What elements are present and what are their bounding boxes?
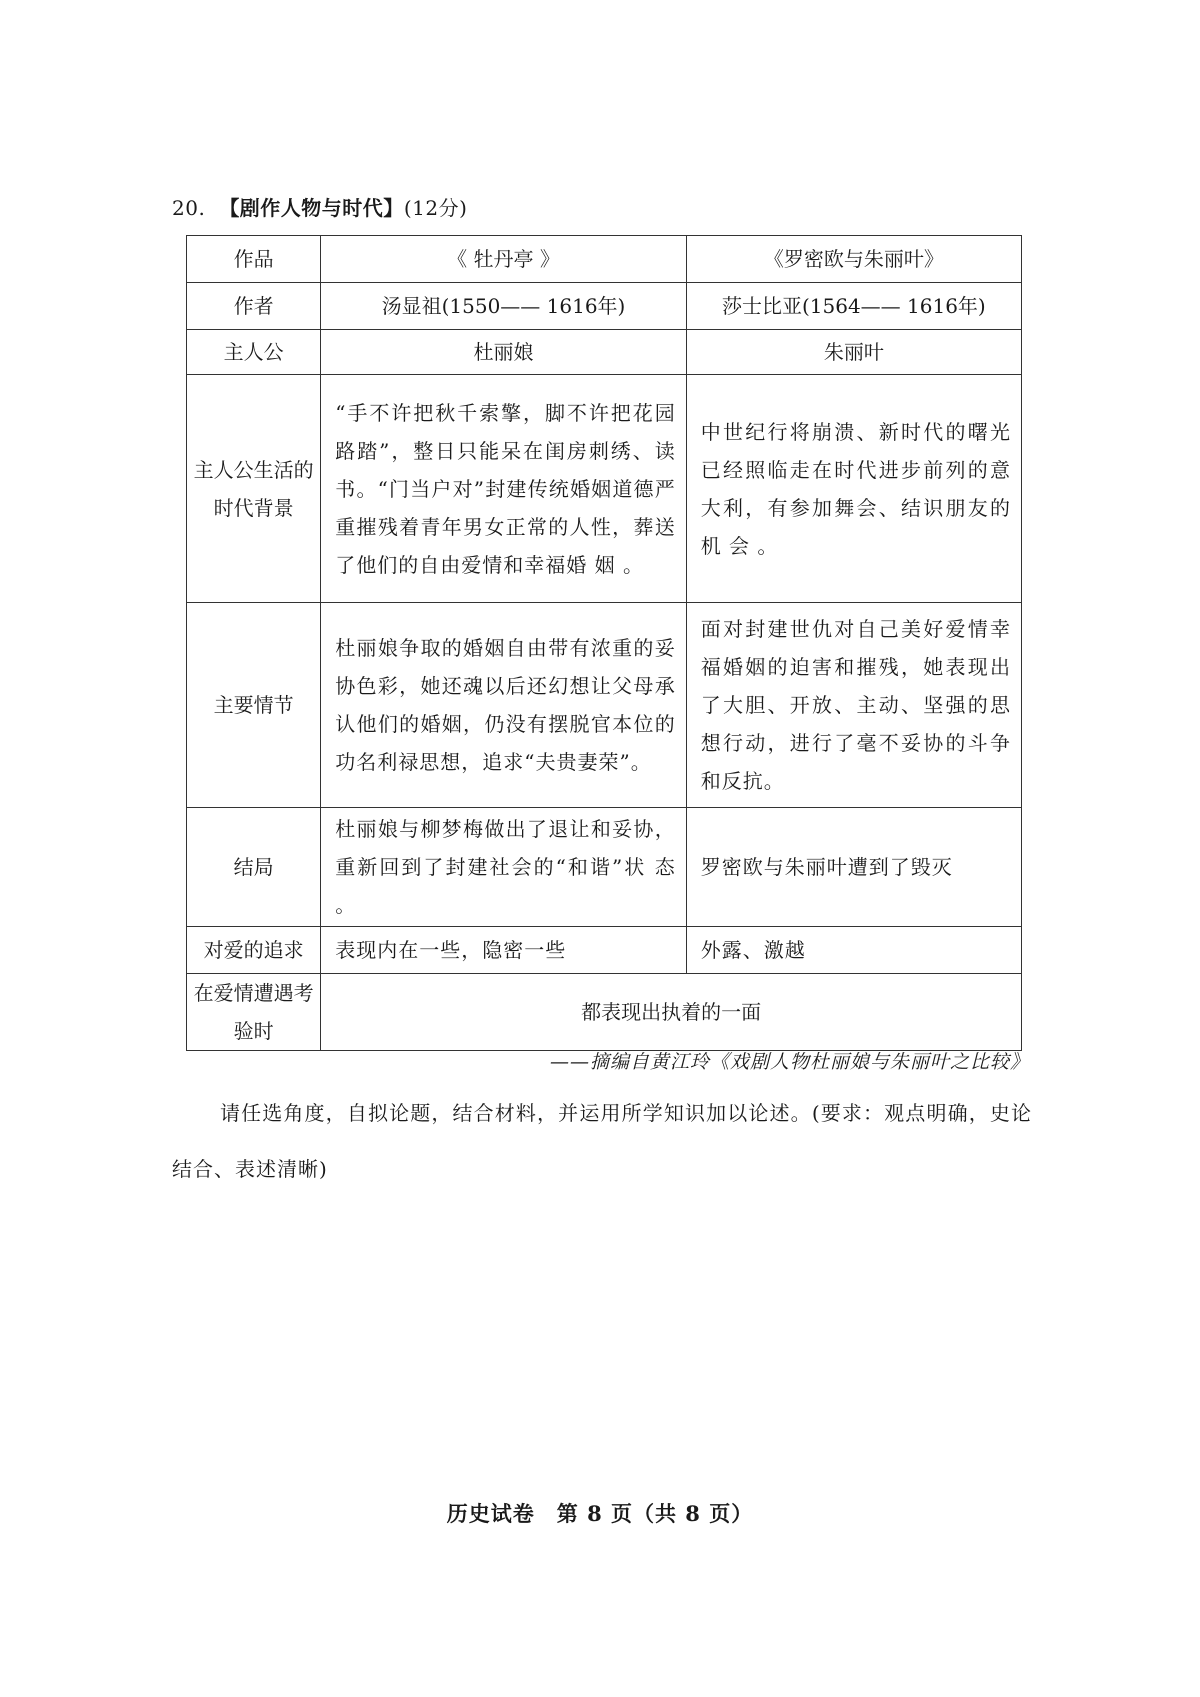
table-row-work bbox=[187, 236, 1022, 283]
row-label-work: 作品 bbox=[187, 236, 321, 283]
row-label-ending: 结局 bbox=[187, 808, 321, 927]
cell-plot-du: 杜丽娘争取的婚姻自由带有浓重的妥协色彩，她还魂以后还幻想让父母承认他们的婚姻，仍没有摆脱官本位的功名利禄思想，追求“夫贵妻荣”。 bbox=[321, 603, 686, 808]
table-row-ending bbox=[187, 808, 1022, 927]
row-label-trial: 在爱情遭遇考验时 bbox=[187, 974, 321, 1051]
question-title: 【剧作人物与时代】 bbox=[219, 196, 404, 220]
source-citation: ——摘编自黄江玲《戏剧人物杜丽娘与朱丽叶之比较》 bbox=[549, 1051, 1030, 1073]
cell-pursuit-juliet: 外露、激越 bbox=[686, 927, 1021, 974]
cell-background-juliet: 中世纪行将崩溃、新时代的曙光已经照临走在时代进步前列的意大利，有参加舞会、结识朋友的机 会 。 bbox=[686, 375, 1021, 603]
table-row-author bbox=[187, 283, 1022, 330]
table-row-background bbox=[187, 375, 1022, 603]
comparison-table bbox=[186, 235, 1022, 1051]
cell-ending-du: 杜丽娘与柳梦梅做出了退让和妥协，重新回到了封建社会的“和谐”状 态 。 bbox=[321, 808, 686, 927]
cell-ending-juliet: 罗密欧与朱丽叶遭到了毁灭 bbox=[686, 808, 1021, 927]
row-label-background: 主人公生活的时代背景 bbox=[187, 375, 321, 603]
cell-work-peony: 《 牡丹亭 》 bbox=[321, 236, 686, 283]
row-label-plot: 主要情节 bbox=[187, 603, 321, 808]
question-prompt: 请任选角度，自拟论题，结合材料，并运用所学知识加以论述。(要求：观点明确，史论结合、表述清晰) bbox=[172, 1101, 1032, 1181]
page-footer: 历史试卷 第 8 页（共 8 页） bbox=[446, 1501, 754, 1526]
table-row-pursuit bbox=[187, 927, 1022, 974]
cell-protagonist-juliet: 朱丽叶 bbox=[686, 330, 1021, 375]
cell-protagonist-du: 杜丽娘 bbox=[321, 330, 686, 375]
table-row-protagonist bbox=[187, 330, 1022, 375]
cell-trial-merged: 都表现出执着的一面 bbox=[321, 974, 1022, 1051]
cell-work-romeo: 《罗密欧与朱丽叶》 bbox=[686, 236, 1021, 283]
cell-background-du: “手不许把秋千索擎，脚不许把花园路踏”，整日只能呆在闺房刺绣、读书。“门当户对”封建传统婚姻道德严重摧残着青年男女正常的人性，葬送了他们的自由爱情和幸福婚 姻 。 bbox=[321, 375, 686, 603]
cell-author-shakespeare: 莎士比亚(1564—— 1616年) bbox=[686, 283, 1021, 330]
question-number: 20. bbox=[172, 196, 206, 220]
cell-plot-juliet: 面对封建世仇对自己美好爱情幸福婚姻的迫害和摧残，她表现出了大胆、开放、主动、坚强的思想行动，进行了毫不妥协的斗争和反抗。 bbox=[686, 603, 1021, 808]
question-score: (12分) bbox=[403, 196, 468, 220]
cell-pursuit-du: 表现内在一些，隐密一些 bbox=[321, 927, 686, 974]
cell-author-tang: 汤显祖(1550—— 1616年) bbox=[321, 283, 686, 330]
row-label-author: 作者 bbox=[187, 283, 321, 330]
question-heading bbox=[172, 192, 467, 221]
row-label-pursuit: 对爱的追求 bbox=[187, 927, 321, 974]
table-row-plot bbox=[187, 603, 1022, 808]
row-label-protagonist: 主人公 bbox=[187, 330, 321, 375]
table-row-trial bbox=[187, 974, 1022, 1051]
